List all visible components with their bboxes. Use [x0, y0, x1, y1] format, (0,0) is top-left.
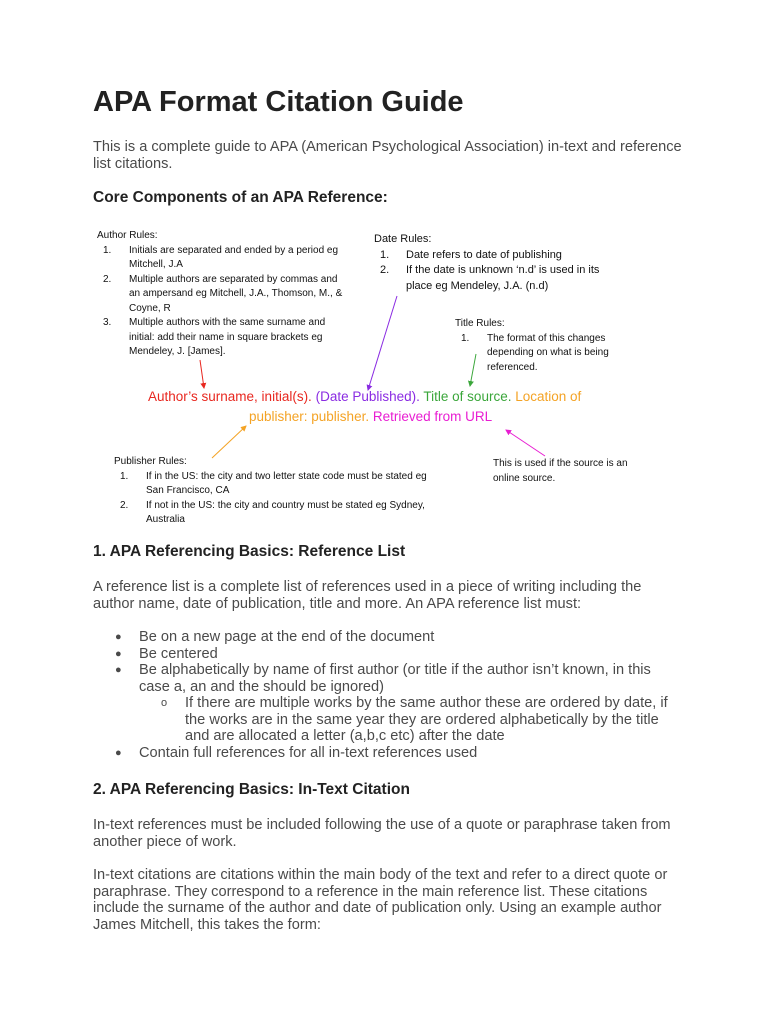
- date-rule-item: 2. If the date is unknown ‘n.d’ is used in its place eg Mendeley, J.A. (n.d): [380, 264, 600, 292]
- publisher-rules-title: Publisher Rules:: [114, 456, 187, 467]
- bullet-icon: ●: [115, 746, 122, 759]
- author-rules-title: Author Rules:: [97, 230, 158, 241]
- intro-paragraph: This is a complete guide to APA (American Psychological Association) in-text and reference list citations.: [93, 139, 682, 172]
- citation-date: (Date Published).: [315, 389, 420, 404]
- citation-url: Retrieved from URL: [372, 409, 493, 424]
- citation-location: Location of: [515, 389, 582, 404]
- core-components-heading: Core Components of an APA Reference:: [93, 189, 388, 206]
- in-text-citation-heading: 2. APA Referencing Basics: In-Text Citation: [93, 781, 410, 798]
- reference-list-paragraph: A reference list is a complete list of references used in a piece of writing including the author name, date of publication, title and more. An APA reference list must:: [93, 579, 642, 612]
- title-rules-title: Title Rules:: [455, 318, 505, 329]
- bullet-icon: ●: [115, 647, 122, 660]
- date-rules-title: Date Rules:: [374, 233, 432, 245]
- url-arrow: [506, 430, 545, 456]
- reference-list-heading: 1. APA Referencing Basics: Reference List: [93, 543, 406, 560]
- author-arrow: [200, 360, 204, 388]
- title-rule-item: 1. The format of this changes depending on what is being referenced.: [461, 332, 609, 373]
- citation-publisher: publisher: publisher.: [249, 409, 370, 424]
- in-text-paragraph-2: In-text citations are citations within the main body of the text and refer to a direct quote or paraphrase. They correspond to a reference in the main reference list. These citations include the surname of the author and date of publication only. Using an example author James Mitchell, this takes the form:: [93, 867, 668, 933]
- date-rule-item: 1. Date refers to date of publishing: [380, 248, 562, 261]
- page-title: APA Format Citation Guide: [93, 86, 464, 118]
- publisher-rule-item: 2. If not in the US: the city and country must be stated eg Sydney, Australia: [120, 499, 425, 525]
- title-arrow: [470, 354, 476, 386]
- date-arrow: [368, 296, 397, 390]
- bullet-icon: ●: [115, 664, 122, 676]
- author-rule-item: 1. Initials are separated and ended by a period eg Mitchell, J.A: [103, 244, 339, 270]
- citation-author: Author’s surname, initial(s).: [148, 389, 312, 404]
- list-item: ● Be alphabetically by name of first author (or title if the author isn’t known, in this case a, an and the should be ignored) o If there are multiple works by the same author these are ordered by date, if the works are in the same year they are ordered alphabetically by the title and are allocated a letter (a,b,c etc) after the date: [93, 662, 673, 745]
- sub-list-item: o If there are multiple works by the same author these are ordered by date, if the works are in the same year they are ordered alphabetically by the title and are allocated a letter (a,b,c etc) after the date: [161, 695, 668, 744]
- author-rule-item: 2. Multiple authors are separated by commas and an ampersand eg Mitchell, J.A., Thomson, M., & Coyne, R: [103, 273, 343, 314]
- reference-list-bullets: [93, 629, 673, 761]
- list-item: ● Be centered: [115, 645, 218, 662]
- bullet-icon: ●: [115, 631, 122, 643]
- citation-title: Title of source.: [423, 389, 512, 404]
- publisher-arrow: [212, 426, 246, 458]
- publisher-rule-item: 1. If in the US: the city and two letter state code must be stated eg San Francisco, CA: [120, 470, 427, 496]
- hollow-bullet-icon: o: [161, 697, 168, 709]
- list-item: ● Contain full references for all in-text references used: [115, 744, 478, 761]
- url-note: This is used if the source is an online source.: [493, 458, 628, 484]
- list-item: ● Be on a new page at the end of the document: [115, 629, 435, 645]
- author-rule-item: 3. Multiple authors with the same surname and initial: add their name in square brackets eg Mendeley, J. [James].: [103, 317, 326, 357]
- in-text-paragraph-1: In-text references must be included following the use of a quote or paraphrase taken from another piece of work.: [93, 817, 671, 850]
